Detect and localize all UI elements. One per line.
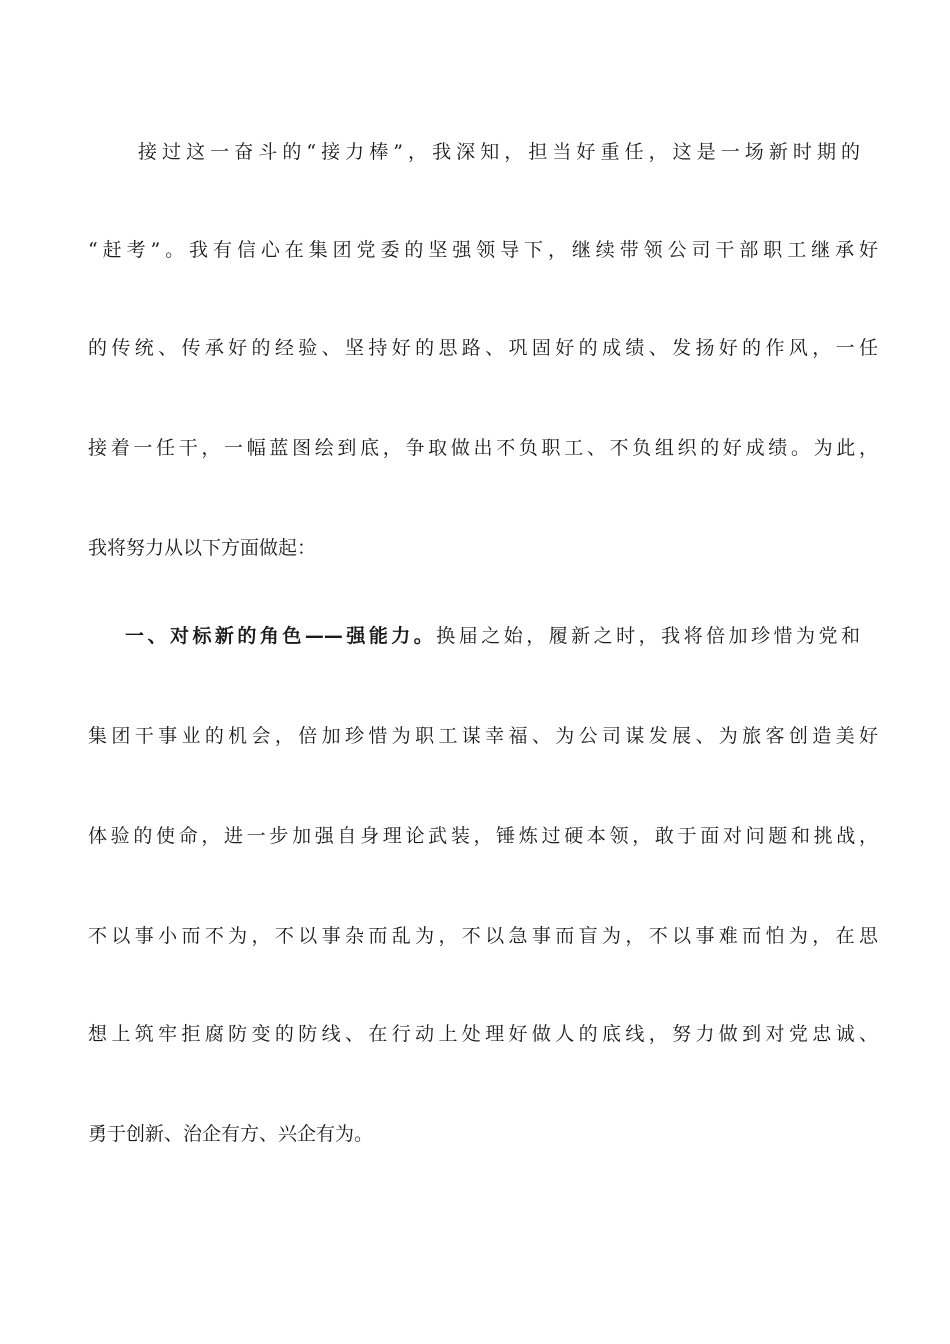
paragraph-2-line-3: 体验的使命，进一步加强自身理论武装，锤炼过硬本领，敢于面对问题和挑战， (88, 825, 878, 847)
paragraph-2-line-5: 想上筑牢拒腐防变的防线、在行动上处理好做人的底线，努力做到对党忠诚、 (88, 1023, 878, 1045)
paragraph-2-line-6: 勇于创新、治企有方、兴企有为。 (88, 1123, 374, 1145)
paragraph-2-line-2: 集团干事业的机会，倍加珍惜为职工谋幸福、为公司谋发展、为旅客创造美好 (88, 725, 878, 747)
paragraph-2-line-1-rest: 换届之始，履新之时，我将倍加珍惜为党和 (436, 625, 860, 647)
paragraph-2-line-1 (125, 622, 860, 650)
paragraph-1-line-3: 的传统、传承好的经验、坚持好的思路、巩固好的成绩、发扬好的作风，一任 (88, 337, 878, 359)
paragraph-2-line-4: 不以事小而不为，不以事杂而乱为，不以急事而盲为，不以事难而怕为，在思 (88, 925, 878, 947)
paragraph-1-line-5: 我将努力从以下方面做起： (88, 537, 317, 559)
paragraph-1-line-4: 接着一任干，一幅蓝图绘到底，争取做出不负职工、不负组织的好成绩。为此， (88, 437, 878, 459)
paragraph-1-line-1: 接过这一奋斗的“接力棒”，我深知，担当好重任，这是一场新时期的 (138, 141, 860, 163)
paragraph-1-line-2: “赶考”。我有信心在集团党委的坚强领导下，继续带领公司干部职工继承好 (88, 239, 878, 261)
section-heading: 一、对标新的角色——强能力。 (125, 625, 437, 647)
